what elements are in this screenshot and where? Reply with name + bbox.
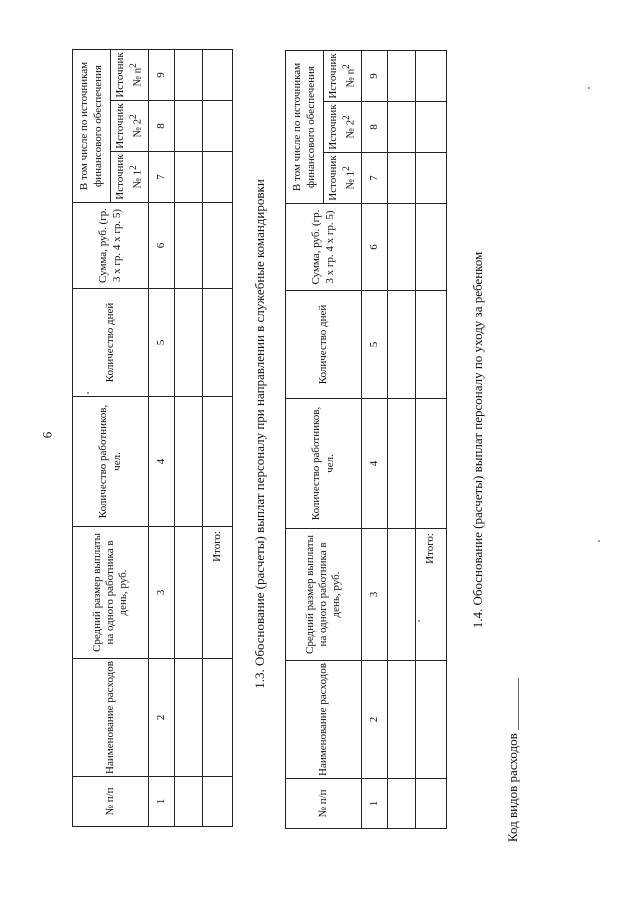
- header-days: Количество дней: [73, 289, 149, 397]
- col-number: 1: [149, 777, 175, 827]
- header-srcn: Источник № $n^2$: [111, 49, 149, 100]
- header-num: № п/п: [286, 779, 362, 829]
- col-number: 7: [362, 153, 388, 204]
- table-row: [388, 50, 416, 828]
- header-count: Количество работников, чел.: [73, 397, 149, 527]
- header-sum: Сумма, руб. (гр. 3 х гр. 4 х гр. 5): [286, 204, 362, 291]
- header-src1: Источник № $1^2$: [111, 152, 149, 203]
- header-num: № п/п: [73, 777, 149, 827]
- header-src2: Источник № $2^2$: [324, 102, 362, 153]
- total-row: [203, 49, 233, 826]
- page-number: 6: [39, 431, 55, 439]
- header-name: Наименование расходов: [286, 661, 362, 779]
- col-number: 2: [149, 659, 175, 777]
- col-number: 8: [149, 101, 175, 152]
- col-number: 8: [362, 102, 388, 153]
- total-label: Итого:: [416, 529, 447, 661]
- section-title-1-3: 1.3. Обоснование (расчеты) выплат персоналу при направлении в служебные командировки: [252, 179, 267, 689]
- col-number: 7: [149, 152, 175, 203]
- scan-speck: [588, 87, 590, 89]
- expense-table-2: [285, 50, 447, 829]
- column-number-row: [362, 50, 388, 828]
- scan-speck: [418, 620, 420, 622]
- col-number: 3: [149, 527, 175, 659]
- col-number: 9: [362, 50, 388, 101]
- header-sources: В том числе по источникам финансового обеспечения: [286, 50, 324, 203]
- column-number-row: [149, 49, 175, 826]
- col-number: 6: [149, 203, 175, 289]
- header-sources: В том числе по источникам финансового обеспечения: [73, 49, 111, 202]
- header-avg: Средний размер выплаты на одного работника в день, руб.: [73, 527, 149, 659]
- total-label: Итого:: [203, 527, 233, 659]
- col-number: 1: [362, 779, 388, 829]
- scan-speck: [87, 392, 89, 394]
- header-src2: Источник № $2^2$: [111, 101, 149, 152]
- expense-code-line: Код видов расходов ________: [505, 677, 520, 843]
- col-number: 6: [362, 204, 388, 291]
- header-avg: Средний размер выплаты на одного работника в день, руб.: [286, 529, 362, 661]
- col-number: 9: [149, 49, 175, 100]
- header-days: Количество дней: [286, 291, 362, 399]
- scan-speck: [598, 540, 600, 542]
- col-number: 5: [362, 291, 388, 399]
- table-row: [175, 49, 203, 826]
- total-row: [416, 50, 447, 828]
- expense-table-1: [72, 49, 233, 827]
- header-count: Количество работников, чел.: [286, 399, 362, 529]
- col-number: 4: [362, 399, 388, 529]
- section-title-1-4: 1.4. Обоснование (расчеты) выплат персоналу по уходу за ребенком: [470, 251, 485, 629]
- header-name: Наименование расходов: [73, 659, 149, 777]
- header-sum: Сумма, руб. (гр. 3 х гр. 4 х гр. 5): [73, 203, 149, 289]
- header-srcn: Источник № $n^2$: [324, 50, 362, 101]
- col-number: 3: [362, 529, 388, 661]
- header-src1: Источник № $1^2$: [324, 153, 362, 204]
- col-number: 4: [149, 397, 175, 527]
- col-number: 2: [362, 661, 388, 779]
- col-number: 5: [149, 289, 175, 397]
